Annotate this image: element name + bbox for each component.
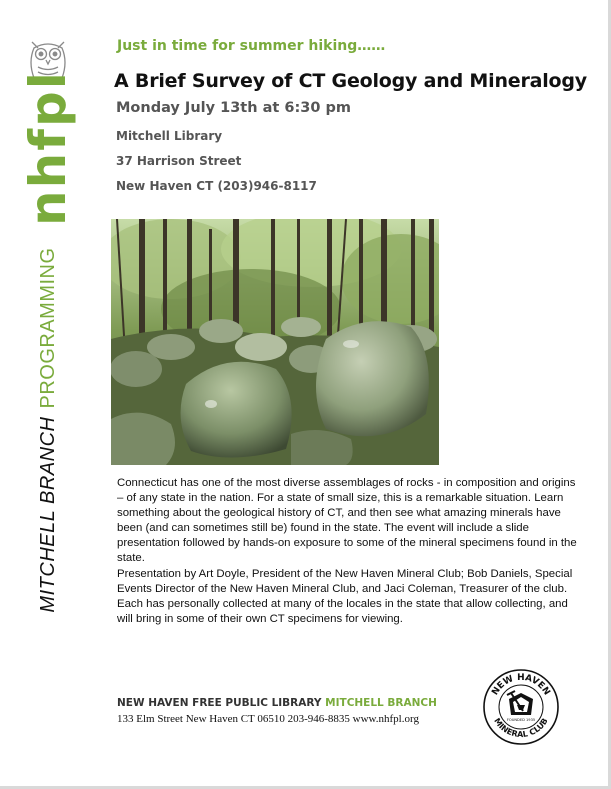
sidebar-branch-label (38, 247, 58, 612)
footer-branch-label: MITCHELL BRANCH (325, 697, 437, 709)
mineral-club-badge (483, 669, 559, 745)
event-title: A Brief Survey of CT Geology and Mineralogy (114, 70, 587, 92)
event-date: Monday July 13th at 6:30 pm (116, 100, 351, 116)
library-address: 133 Elm Street New Haven CT 06510 203-946-8835 www.nhfpl.org (117, 713, 419, 725)
badge-bottom-text: MINERAL CLUB (492, 716, 550, 740)
event-city-phone: New Haven CT (203)946-8117 (116, 179, 317, 193)
nhfpl-logo: nhfpl (19, 70, 77, 226)
event-street: 37 Harrison Street (116, 154, 242, 168)
badge-founded-text: FOUNDED 1935 (506, 718, 536, 722)
event-description (117, 476, 581, 627)
tagline: Just in time for summer hiking…… (117, 38, 386, 54)
programming-label: PROGRAMMING (37, 247, 59, 409)
forest-boulders-image (111, 219, 439, 465)
presenters-paragraph: Presentation by Art Doyle, President of the New Haven Mineral Club; Bob Daniels, Special Events Director of the New Haven Mineral Club, and Jaci Coleman, Treasurer of the club. Each has personally collected at many of the locales in the state that allow collecting, and will bring in some of their own CT specimens for viewing. (117, 567, 573, 625)
library-label: NEW HAVEN FREE PUBLIC LIBRARY (117, 697, 322, 709)
badge-top-text: NEW HAVEN (490, 672, 552, 698)
branch-name: MITCHELL BRANCH (37, 416, 59, 613)
event-location: Mitchell Library (116, 129, 223, 143)
library-name (117, 697, 437, 709)
description-paragraph: Connecticut has one of the most diverse assemblages of rocks - in composition and origins – of any state in the nation. For a state of small size, this is a remarkable situation. Learn something about the geological history of CT, and then see what amazing minerals have been (and can sometimes still be) found in the state. The event will include a slide presentation followed by hands-on exposure to some of the mineral specimens found in the state. (117, 477, 577, 565)
